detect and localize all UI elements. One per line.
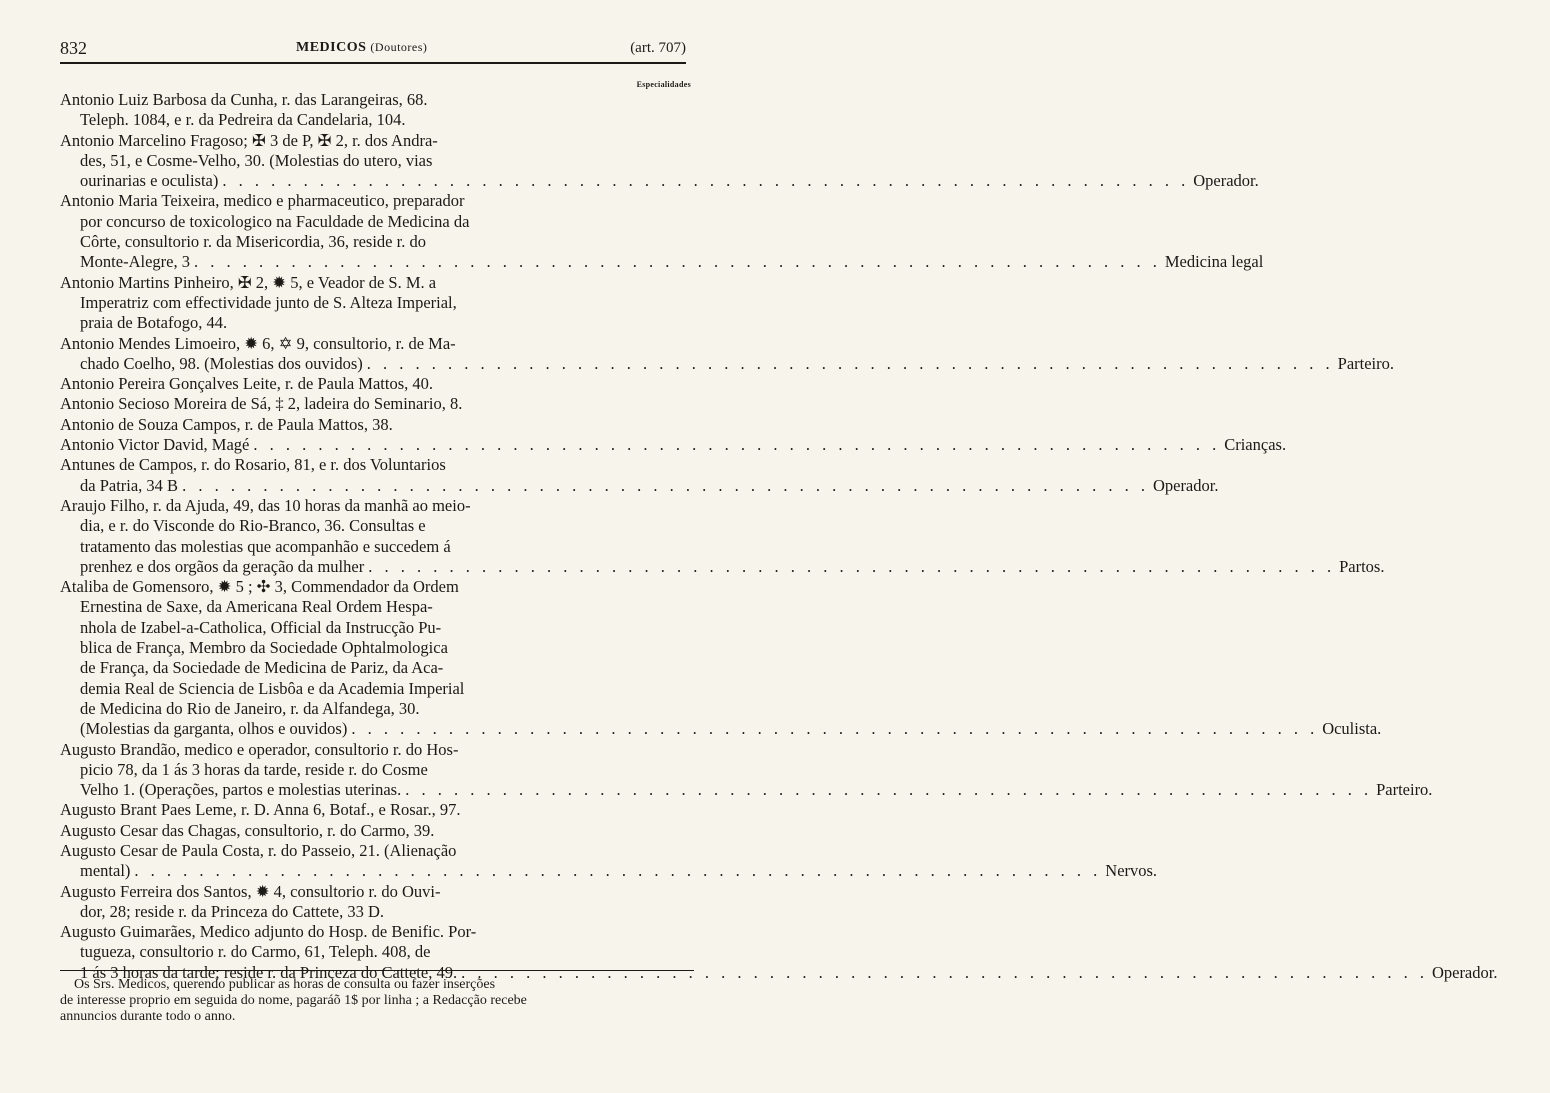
entry-line bbox=[60, 719, 1382, 739]
entry-text: prenhez e dos orgãos da geração da mulher bbox=[80, 556, 365, 576]
specialties-heading: Especialidades bbox=[636, 80, 691, 89]
entry-line bbox=[60, 232, 690, 252]
entry-line bbox=[60, 334, 690, 354]
directory-entry bbox=[60, 435, 1287, 455]
directory-entry bbox=[60, 495, 1385, 577]
footnote bbox=[60, 970, 694, 1025]
entry-text: Velho 1. (Operações, partos e molestias uterinas. bbox=[80, 780, 402, 800]
entry-text: de França, da Sociedade de Medicina de Pariz, da Aca- bbox=[80, 658, 444, 678]
entry-text: Monte-Alegre, 3 bbox=[80, 252, 190, 272]
entry-specialty: Nervos. bbox=[1105, 861, 1158, 881]
entry-line bbox=[60, 658, 690, 678]
entry-text: picio 78, da 1 ás 3 horas da tarde, reside r. do Cosme bbox=[80, 759, 428, 779]
entry-text: Teleph. 1084, e r. da Pedreira da Candelaria, 104. bbox=[80, 110, 406, 130]
entry-line bbox=[60, 597, 690, 617]
entry-line bbox=[60, 516, 690, 536]
running-title-main: MEDICOS bbox=[296, 40, 367, 55]
entry-line bbox=[60, 415, 690, 435]
entry-specialty: Operador. bbox=[1152, 475, 1219, 495]
entry-text: Antonio Luiz Barbosa da Cunha, r. das Larangeiras, 68. bbox=[60, 90, 428, 109]
entry-text: Imperatriz com effectividade junto de S. Alteza Imperial, bbox=[80, 292, 457, 312]
entry-line bbox=[60, 455, 690, 475]
entry-line bbox=[60, 374, 690, 394]
footnote-line: de interesse proprio em seguida do nome, pagaráõ 1$ por linha ; a Redacção recebe bbox=[60, 993, 527, 1008]
entry-text: nhola de Izabel-a-Catholica, Official da Instrucção Pu- bbox=[80, 617, 442, 637]
entry-text: Côrte, consultorio r. da Misericordia, 36, reside r. do bbox=[80, 232, 426, 252]
directory-entry bbox=[60, 415, 690, 435]
leader-dots: . . . . . . . . . . . . . . . . . . . . . . . . . . . . . . . . . . . . . . . . . . . . . . . . . . . . . . . . . . . . bbox=[405, 780, 1373, 800]
entry-text: Antonio Mendes Limoeiro, ✹ 6, ✡ 9, consultorio, r. de Ma- bbox=[60, 333, 456, 353]
entry-line bbox=[60, 861, 1158, 881]
entry-line bbox=[60, 131, 690, 151]
directory-entry bbox=[60, 374, 690, 394]
directory-entry bbox=[60, 739, 1433, 801]
leader-dots: . . . . . . . . . . . . . . . . . . . . . . . . . . . . . . . . . . . . . . . . . . . . . . . . . . . . . . . . . . . . bbox=[193, 252, 1161, 272]
leader-dots: . . . . . . . . . . . . . . . . . . . . . . . . . . . . . . . . . . . . . . . . . . . . . . . . . . . . . . . . . . . . bbox=[253, 435, 1221, 455]
entry-text: Antonio Martins Pinheiro, ✠ 2, ✹ 5, e Veador de S. M. a bbox=[60, 272, 437, 292]
entry-line bbox=[60, 252, 1264, 272]
running-title bbox=[296, 40, 427, 56]
entry-text: mental) bbox=[80, 861, 131, 881]
entry-line bbox=[60, 882, 690, 902]
entry-text: 1 ás 3 horas da tarde; reside r. da Princeza do Cattete, 49. bbox=[80, 962, 458, 982]
entry-text: chado Coelho, 98. (Molestias dos ouvidos) bbox=[80, 353, 363, 373]
entry-line bbox=[60, 537, 690, 557]
entry-text: Augusto Ferreira dos Santos, ✹ 4, consultorio r. do Ouvi- bbox=[60, 881, 441, 901]
entry-line bbox=[60, 821, 690, 841]
entry-text: Augusto Brant Paes Leme, r. D. Anna 6, Botaf., e Rosar., 97. bbox=[60, 800, 461, 820]
entry-text: Augusto Cesar das Chagas, consultorio, r. do Carmo, 39. bbox=[60, 820, 435, 840]
page-number: 832 bbox=[60, 38, 87, 58]
entry-line bbox=[60, 902, 690, 922]
entry-text: Antonio Secioso Moreira de Sá, ‡ 2, ladeira do Seminario, 8. bbox=[60, 394, 463, 414]
entry-line bbox=[60, 110, 690, 130]
directory-entry bbox=[60, 840, 1158, 882]
entry-specialty: Crianças. bbox=[1224, 435, 1287, 455]
entry-text: da Patria, 34 B bbox=[80, 475, 179, 495]
entry-line bbox=[60, 171, 1259, 191]
entry-line bbox=[60, 841, 690, 861]
entry-line bbox=[60, 90, 690, 110]
entry-line bbox=[60, 273, 690, 293]
entry-line bbox=[60, 780, 1433, 800]
entry-specialty: Medicina legal bbox=[1164, 252, 1264, 272]
entry-text: Antonio Pereira Gonçalves Leite, r. de Paula Mattos, 40. bbox=[60, 374, 433, 394]
entry-line bbox=[60, 212, 690, 232]
entry-line bbox=[60, 638, 690, 658]
entry-line bbox=[60, 353, 1394, 374]
entry-text: Ataliba de Gomensoro, ✹ 5 ; ✣ 3, Commendador da Ordem bbox=[60, 577, 459, 597]
entry-specialty: Partos. bbox=[1339, 556, 1385, 576]
directory-entry bbox=[60, 455, 1219, 496]
directory-entry bbox=[60, 90, 690, 131]
leader-dots: . . . . . . . . . . . . . . . . . . . . . . . . . . . . . . . . . . . . . . . . . . . . . . . . . . . . . . . . . . . . bbox=[351, 719, 1319, 739]
entry-text: ourinarias e oculista) bbox=[80, 171, 219, 191]
directory-entry bbox=[60, 800, 690, 820]
directory-entries bbox=[60, 90, 1498, 983]
entry-text: (Molestias da garganta, olhos e ouvidos) bbox=[80, 719, 348, 739]
entry-text: demia Real de Sciencia de Lisbôa e da Academia Imperial bbox=[80, 678, 465, 698]
entry-text: de Medicina do Rio de Janeiro, r. da Alfandega, 30. bbox=[80, 698, 420, 718]
entry-line bbox=[60, 922, 690, 942]
leader-dots: . . . . . . . . . . . . . . . . . . . . . . . . . . . . . . . . . . . . . . . . . . . . . . . . . . . . . . . . . . . . bbox=[368, 556, 1336, 576]
entry-text: Ernestina de Saxe, da Americana Real Ordem Hespa- bbox=[80, 597, 433, 617]
footnote-line: annuncios durante todo o anno. bbox=[60, 1009, 236, 1024]
entry-text: Augusto Guimarães, Medico adjunto do Hosp. de Benific. Por- bbox=[60, 922, 477, 942]
entry-line bbox=[60, 394, 690, 414]
entry-text: Antunes de Campos, r. do Rosario, 81, e r. dos Voluntarios bbox=[60, 455, 446, 475]
entry-text: Antonio Marcelino Fragoso; ✠ 3 de P, ✠ 2, r. dos Andra- bbox=[60, 130, 438, 150]
entry-text: Augusto Brandão, medico e operador, consultorio r. do Hos- bbox=[60, 739, 459, 759]
entry-line bbox=[60, 475, 1219, 496]
directory-entry bbox=[60, 333, 1394, 375]
running-title-sub: (Doutores) bbox=[370, 40, 428, 54]
footnote-line: Os Srs. Medicos, querendo publicar as horas de consulta ou fazer inserções bbox=[74, 977, 496, 992]
entry-text: des, 51, e Cosme-Velho, 30. (Molestias do utero, vias bbox=[80, 150, 433, 170]
leader-dots: . . . . . . . . . . . . . . . . . . . . . . . . . . . . . . . . . . . . . . . . . . . . . . . . . . . . . . . . . . . . bbox=[222, 171, 1190, 191]
entry-line bbox=[60, 618, 690, 638]
entry-line bbox=[60, 556, 1385, 577]
entry-line bbox=[60, 942, 690, 962]
leader-dots: . . . . . . . . . . . . . . . . . . . . . . . . . . . . . . . . . . . . . . . . . . . . . . . . . . . . . . . . . . . . bbox=[366, 353, 1334, 373]
entry-text: Augusto Cesar de Paula Costa, r. do Passeio, 21. (Alienação bbox=[60, 840, 457, 860]
entry-text: dia, e r. do Visconde do Rio-Branco, 36. Consultas e bbox=[80, 516, 426, 536]
entry-line bbox=[60, 293, 690, 313]
entry-text: Antonio Maria Teixeira, medico e pharmaceutico, preparador bbox=[60, 191, 465, 211]
directory-entry bbox=[60, 191, 1264, 272]
page-header bbox=[60, 38, 686, 64]
directory-entry bbox=[60, 394, 690, 414]
article-number: (art. 707) bbox=[630, 40, 686, 56]
entry-line bbox=[60, 151, 690, 171]
entry-line bbox=[60, 435, 1287, 455]
leader-dots: . . . . . . . . . . . . . . . . . . . . . . . . . . . . . . . . . . . . . . . . . . . . . . . . . . . . . . . . . . . . bbox=[461, 962, 1428, 982]
entry-text: tugueza, consultorio r. do Carmo, 61, Teleph. 408, de bbox=[80, 942, 431, 962]
entry-specialty: Oculista. bbox=[1322, 719, 1382, 739]
leader-dots: . . . . . . . . . . . . . . . . . . . . . . . . . . . . . . . . . . . . . . . . . . . . . . . . . . . . . . . . . . . . bbox=[134, 861, 1102, 881]
leader-dots: . . . . . . . . . . . . . . . . . . . . . . . . . . . . . . . . . . . . . . . . . . . . . . . . . . . . . . . . . . . . bbox=[182, 475, 1149, 495]
entry-line bbox=[60, 760, 690, 780]
directory-entry bbox=[60, 130, 1259, 192]
entry-line bbox=[60, 191, 690, 211]
entry-specialty: Operador. bbox=[1193, 171, 1259, 191]
directory-entry bbox=[60, 577, 1382, 739]
entry-line bbox=[60, 679, 690, 699]
entry-line bbox=[60, 800, 690, 820]
entry-text: tratamento das molestias que acompanhão e succedem á bbox=[80, 536, 451, 556]
entry-specialty: Operador. bbox=[1431, 962, 1498, 982]
entry-line bbox=[60, 313, 690, 333]
entry-text: Antonio Victor David, Magé bbox=[60, 435, 250, 455]
entry-text: blica de França, Membro da Sociedade Ophtalmologica bbox=[80, 638, 448, 658]
entry-line bbox=[60, 577, 690, 597]
entry-line bbox=[60, 740, 690, 760]
entry-specialty: Parteiro. bbox=[1337, 353, 1394, 373]
entry-line bbox=[60, 496, 690, 516]
entry-text: Antonio de Souza Campos, r. de Paula Mattos, 38. bbox=[60, 414, 393, 434]
directory-entry bbox=[60, 821, 690, 841]
entry-line bbox=[60, 699, 690, 719]
entry-text: por concurso de toxicologico na Faculdade de Medicina da bbox=[80, 211, 470, 231]
entry-specialty: Parteiro. bbox=[1376, 780, 1433, 800]
entry-text: praia de Botafogo, 44. bbox=[80, 313, 228, 333]
directory-entry bbox=[60, 273, 690, 334]
entry-text: dor, 28; reside r. da Princeza do Cattete, 33 D. bbox=[80, 901, 385, 921]
entry-text: Araujo Filho, r. da Ajuda, 49, das 10 horas da manhã ao meio- bbox=[60, 495, 471, 515]
directory-entry bbox=[60, 882, 690, 923]
